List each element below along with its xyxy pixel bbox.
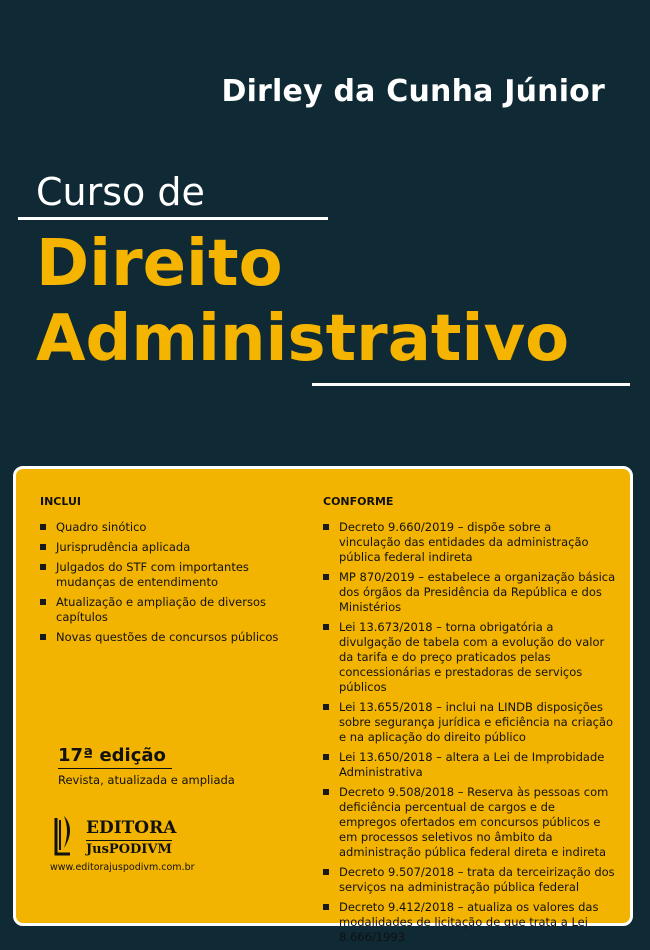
author-name: Dirley da Cunha Júnior [221, 74, 605, 109]
list-item: Quadro sinótico [40, 520, 302, 535]
list-item: Atualização e ampliação de diversos capítulos [40, 595, 302, 625]
publisher-logo-icon [50, 814, 78, 856]
list-item: Lei 13.673/2018 – torna obrigatória a divulgação de tabela com a evolução do valor da tarifa e do preço praticados pelas concessionárias e prestadoras de serviços públicos [323, 620, 616, 695]
publisher-url: www.editorajuspodivm.com.br [50, 862, 195, 873]
list-item: Julgados do STF com importantes mudanças de entendimento [40, 560, 302, 590]
title-prefix: Curso de [36, 170, 205, 214]
list-item: Decreto 9.507/2018 – trata da terceirização dos serviços na administração pública federal [323, 865, 616, 895]
publisher-subname: JusPODIVM [86, 842, 172, 857]
square-bullet-icon [323, 904, 329, 910]
info-panel [13, 466, 633, 944]
list-item: Lei 13.655/2018 – inclui na LINDB disposições sobre segurança jurídica e eficiência na criação e na aplicação do direito público [323, 700, 616, 745]
title-rule-top [18, 217, 328, 220]
square-bullet-icon [323, 624, 329, 630]
square-bullet-icon [40, 524, 46, 530]
title-rule-bottom [312, 383, 630, 386]
square-bullet-icon [323, 704, 329, 710]
square-bullet-icon [323, 869, 329, 875]
includes-column [40, 495, 302, 650]
square-bullet-icon [40, 599, 46, 605]
list-item: Lei 13.650/2018 – altera a Lei de Improbidade Administrativa [323, 750, 616, 780]
includes-list [40, 520, 302, 645]
square-bullet-icon [323, 524, 329, 530]
list-item: MP 870/2019 – estabelece a organização básica dos órgãos da Presidência da República e dos Ministérios [323, 570, 616, 615]
square-bullet-icon [323, 574, 329, 580]
edition-number: 17ª edição [58, 745, 166, 766]
list-item: Jurisprudência aplicada [40, 540, 302, 555]
title-line-2: Administrativo [36, 302, 570, 376]
square-bullet-icon [323, 789, 329, 795]
square-bullet-icon [40, 634, 46, 640]
conforme-list [323, 520, 616, 945]
conforme-column [323, 495, 616, 950]
edition-block [58, 745, 235, 787]
conforme-heading: CONFORME [323, 495, 394, 508]
list-item: Novas questões de concursos públicos [40, 630, 302, 645]
square-bullet-icon [40, 544, 46, 550]
edition-divider [58, 768, 172, 769]
publisher-divider [86, 840, 172, 841]
square-bullet-icon [40, 564, 46, 570]
title-line-1: Direito [36, 227, 283, 301]
publisher-name: EDITORA [86, 818, 177, 838]
square-bullet-icon [323, 754, 329, 760]
list-item: Decreto 9.660/2019 – dispõe sobre a vinculação das entidades da administração pública federal indireta [323, 520, 616, 565]
list-item: Decreto 9.508/2018 – Reserva às pessoas com deficiência percentual de cargos e de empregos ofertados em concursos públicos e em processos seletivos no âmbito da administração pública federal direta e indireta [323, 785, 616, 860]
includes-heading: INCLUI [40, 495, 82, 508]
edition-subtitle: Revista, atualizada e ampliada [58, 773, 235, 787]
list-item: Decreto 9.412/2018 – atualiza os valores das modalidades de licitação de que trata a Lei 8.666/1993 [323, 900, 616, 945]
